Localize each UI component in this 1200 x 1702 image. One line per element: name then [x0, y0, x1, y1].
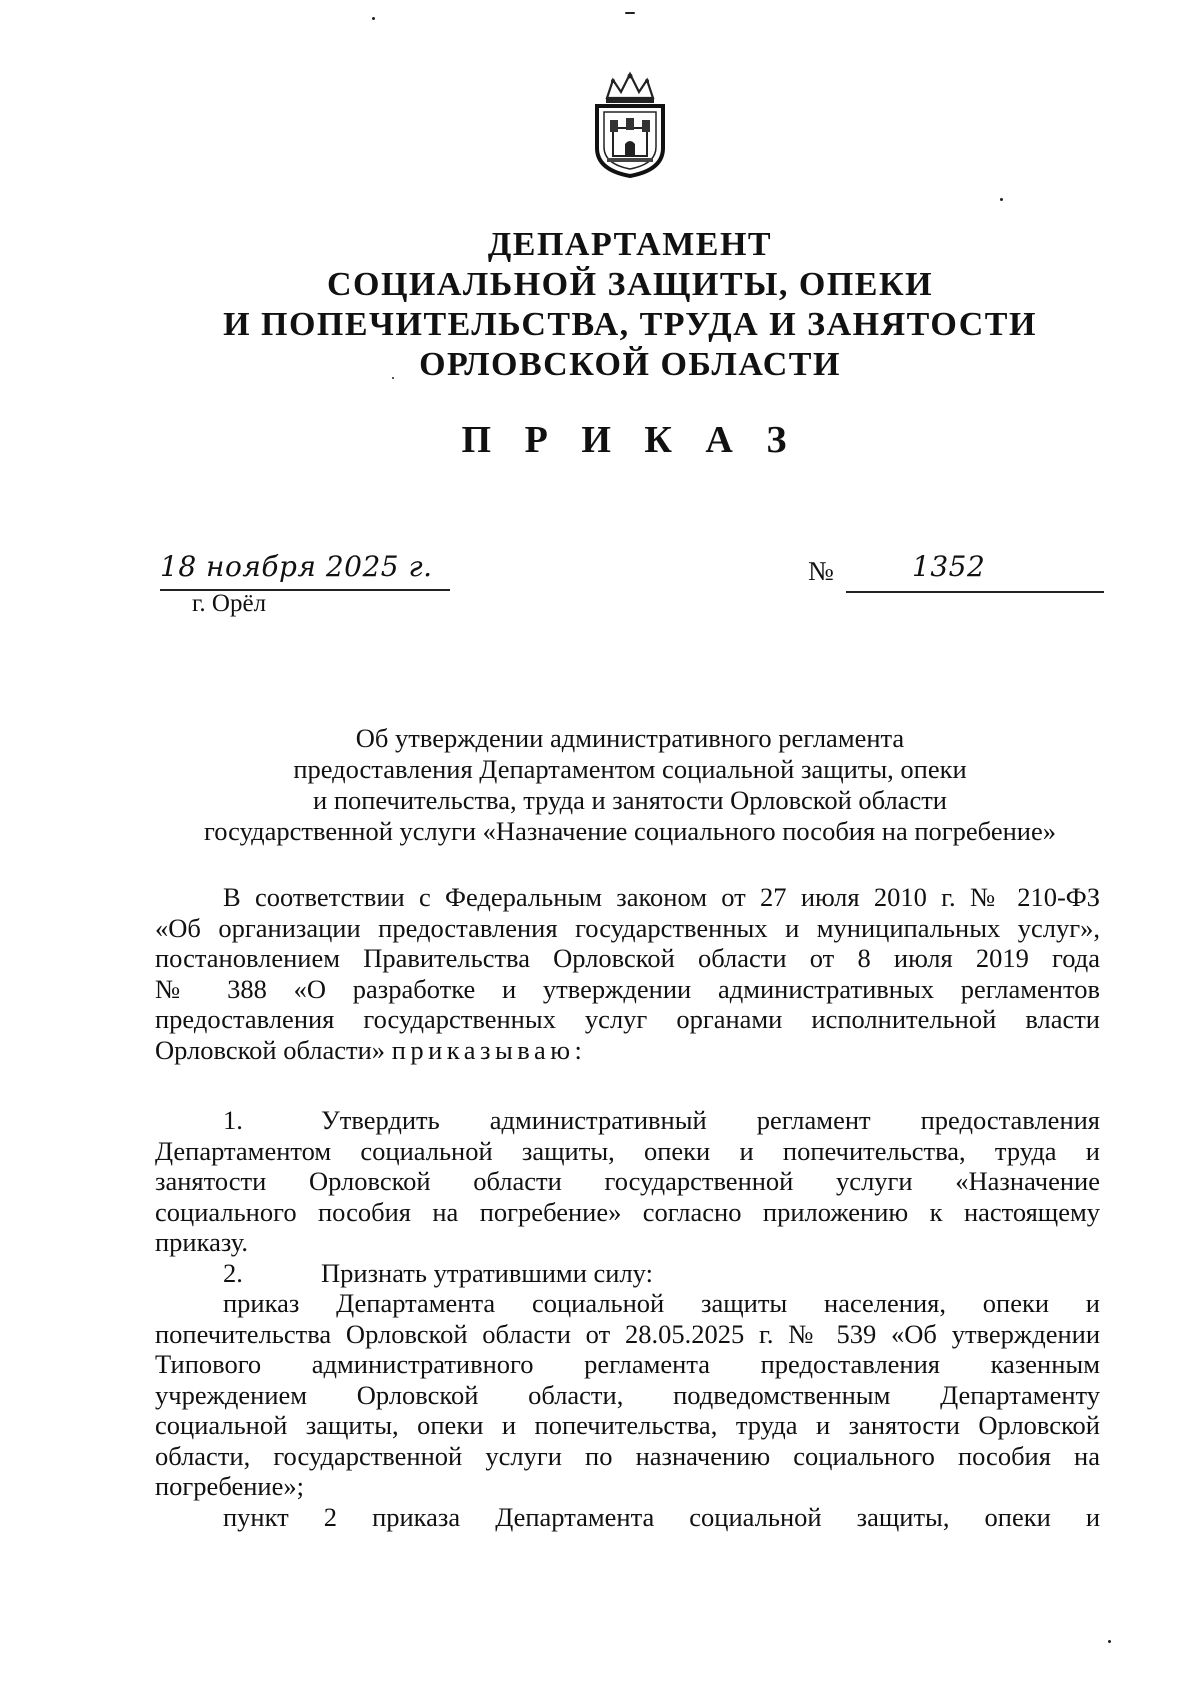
item2-number: 2.: [223, 1257, 243, 1288]
preamble-last-start: Орловской области»: [155, 1034, 386, 1065]
subject-line-1: Об утверждении административного регламента: [355, 723, 905, 753]
org-line-2: СОЦИАЛЬНОЙ ЗАЩИТЫ, ОПЕКИ: [326, 266, 934, 303]
org-line-1: ДЕПАРТАМЕНТ: [487, 226, 773, 263]
coat-of-arms-icon: [585, 70, 675, 180]
decree-word: приказываю:: [391, 1034, 587, 1065]
preamble-line-2: «Об организации предоставления государственных и муниципальных услуг»,: [155, 912, 1100, 943]
item2-sub-a-line-6: области, государственной услуги по назначению социального пособия на: [155, 1440, 1100, 1471]
preamble-line-1: В соответствии с Федеральным законом от 27 июля 2010 г. № 210-ФЗ: [223, 882, 1100, 912]
item1-last-line: приказу.: [155, 1227, 248, 1257]
scan-speck: [625, 12, 635, 14]
item2-sub-a-line-4: учреждением Орловской области, подведомственным Департаменту: [155, 1379, 1100, 1410]
item2-sub-a-line-5: социальной защиты, опеки и попечительства, труда и занятости Орловской: [155, 1410, 1100, 1440]
handwritten-order-number: 1352: [912, 550, 986, 583]
item2-sub-b-line-1: пункт 2 приказа Департамента социальной защиты, опеки и: [223, 1501, 1100, 1532]
item2-sub-a-line-2: попечительства Орловской области от 28.05.2025 г. № 539 «Об утверждении: [155, 1318, 1100, 1349]
city-name: г. Орёл: [192, 590, 267, 617]
subject-line-3: и попечительства, труда и занятости Орловской области: [313, 785, 947, 815]
scan-speck: [1000, 198, 1003, 201]
item2-first-line: [155, 1258, 1100, 1289]
document-type-title: П Р И К А З: [461, 419, 799, 461]
org-line-3: И ПОПЕЧИТЕЛЬСТВА, ТРУДА И ЗАНЯТОСТИ: [223, 306, 1037, 343]
item1-line-2: Департаментом социальной защиты, опеки и попечительства, труда и: [155, 1135, 1100, 1166]
handwritten-date: 18 ноября 2025 г.: [160, 550, 433, 583]
item1-first-text: Утвердить административный регламент предоставления: [321, 1105, 1100, 1135]
item1-line-4: социального пособия на погребение» согласно приложению к настоящему: [155, 1196, 1100, 1227]
subject-line-4: государственной услуги «Назначение социального пособия на погребение»: [204, 816, 1056, 846]
subject-line-2: предоставления Департаментом социальной защиты, опеки: [293, 754, 967, 784]
item2-sub-a-line-3: Типового административного регламента предоставления казенным: [155, 1349, 1100, 1379]
document-subject: [150, 723, 1110, 847]
item2-first-text: Признать утратившими силу:: [321, 1257, 653, 1288]
preamble-line-3: постановлением Правительства Орловской области от 8 июля 2019 года: [155, 943, 1100, 973]
item1-first-line: [155, 1105, 1100, 1136]
item2-sub-a-line-1: приказ Департамента социальной защиты населения, опеки и: [223, 1288, 1100, 1318]
preamble-line-4: № 388 «О разработке и утверждении административных регламентов: [155, 973, 1100, 1004]
paragraph-gap: [155, 1065, 1100, 1105]
organization-name: [150, 225, 1110, 385]
document-body: [155, 882, 1100, 1532]
item1-number: 1.: [223, 1105, 243, 1135]
scan-speck: [1108, 1640, 1111, 1643]
preamble-line-6: [155, 1035, 1100, 1066]
scan-speck: [372, 17, 375, 20]
org-line-4: ОРЛОВСКОЙ ОБЛАСТИ: [419, 346, 841, 383]
number-label: №: [808, 556, 834, 586]
item2-sub-a-last: погребение»;: [155, 1471, 304, 1501]
item1-line-3: занятости Орловской области государственной услуги «Назначение: [155, 1166, 1100, 1196]
preamble-line-5: предоставления государственных услуг органами исполнительной власти: [155, 1004, 1100, 1034]
